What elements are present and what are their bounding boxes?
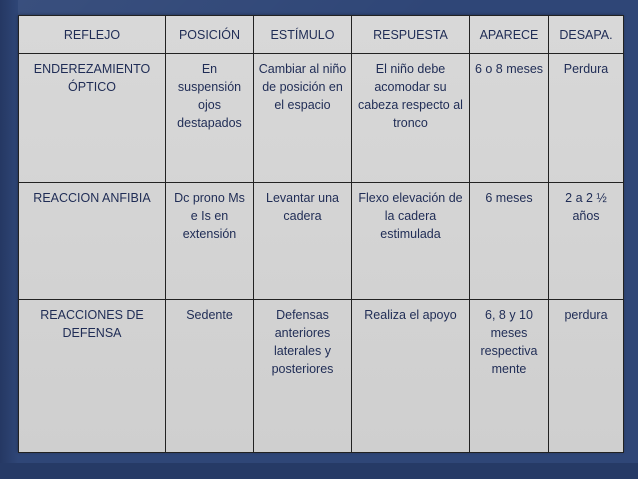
cell-reflejo: ENDEREZAMIENTO ÓPTICO <box>19 54 166 183</box>
cell-estimulo: Levantar una cadera <box>254 183 352 300</box>
header-estimulo: ESTÍMULO <box>254 16 352 54</box>
cell-reflejo: REACCION ANFIBIA <box>19 183 166 300</box>
reflex-table <box>18 15 624 453</box>
cell-aparece: 6 o 8 meses <box>470 54 549 183</box>
cell-posicion: Dc prono Ms e Is en extensión <box>166 183 254 300</box>
header-desaparece: DESAPA. <box>549 16 624 54</box>
cell-estimulo: Cambiar al niño de posición en el espacio <box>254 54 352 183</box>
cell-reflejo: REACCIONES DE DEFENSA <box>19 300 166 453</box>
cell-posicion: Sedente <box>166 300 254 453</box>
slide-edge-strip <box>0 0 18 479</box>
table-row <box>19 183 624 300</box>
header-posicion: POSICIÓN <box>166 16 254 54</box>
cell-desaparece: Perdura <box>549 54 624 183</box>
header-respuesta: RESPUESTA <box>352 16 470 54</box>
table-header-row <box>19 16 624 54</box>
cell-desaparece: 2 a 2 ½ años <box>549 183 624 300</box>
cell-desaparece: perdura <box>549 300 624 453</box>
slide-bottom-bar <box>0 463 638 479</box>
cell-aparece: 6 meses <box>470 183 549 300</box>
table-row <box>19 300 624 453</box>
header-reflejo: REFLEJO <box>19 16 166 54</box>
cell-respuesta: Realiza el apoyo <box>352 300 470 453</box>
cell-estimulo: Defensas anteriores laterales y posteriores <box>254 300 352 453</box>
cell-posicion: En suspensión ojos destapados <box>166 54 254 183</box>
reflex-table-container <box>18 15 623 452</box>
cell-aparece: 6, 8 y 10 meses respectiva mente <box>470 300 549 453</box>
table-row <box>19 54 624 183</box>
header-aparece: APARECE <box>470 16 549 54</box>
cell-respuesta: Flexo elevación de la cadera estimulada <box>352 183 470 300</box>
cell-respuesta: El niño debe acomodar su cabeza respecto al tronco <box>352 54 470 183</box>
